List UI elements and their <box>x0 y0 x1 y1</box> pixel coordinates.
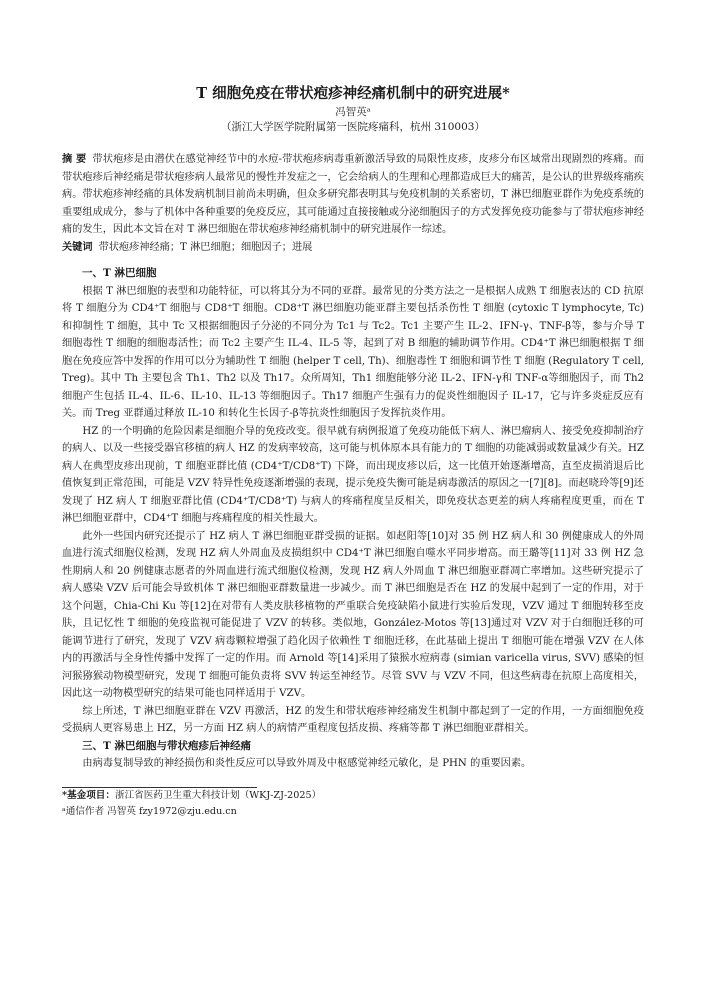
keywords-label: 关键词 <box>62 240 93 253</box>
paragraph: 根据 T 淋巴细胞的表型和功能特征，可以将其分为不同的亚群。最常见的分类方法之一是根据人成熟 T 细胞表达的 CD 抗原将 T 细胞分为 CD4⁺T 细胞与 CD8⁺T 细胞。CD8⁺T 淋巴细胞功能亚群主要包括杀伤性 T 细胞 (cytoxic T lymphocyte, Tc) 和抑制性 T 细胞，其中 Tc 又根据细胞因子分泌的不同分为 Tc1 与 Tc2。Tc1 主要产生 IL-2、IFN-γ、TNF-β等，参与介导 T 细胞毒性 T 细胞的细胞毒活性；而 Tc2 主要产生 IL-4、IL-5 等，起到了对 B 细胞的辅助调节作用。CD4⁺T 淋巴细胞根据 T 细胞在免疫应答中发挥的作用可以分为辅助性 T 细胞 (helper T cell, Th)、细胞毒性 T 细胞和调节性 T 细胞 (Regulatory T cell, Treg)。其中 Th 主要包含 Th1、Th2 以及 Th17。众所周知，Th1 细胞能够分泌 IL-2、IFN-γ和 TNF-α等细胞因子，而 Th2 细胞产生包括 IL-4、IL-6、IL-10、IL-13 等细胞因子。Th17 细胞产生强有力的促炎性细胞因子 IL-17，它与许多炎症反应有关。而 Treg 亚群通过释放 IL-10 和转化生长因子-β等抗炎性细胞因子发挥抗炎作用。 <box>62 285 644 419</box>
abstract <box>62 151 644 239</box>
keywords <box>62 239 644 257</box>
footnote-fund-text: 浙江省医药卫生重大科技计划（WKJ-ZJ-2025） <box>115 789 322 801</box>
paragraph: HZ 的一个明确的危险因素是细胞介导的免疫改变。很早就有病例报道了免疫功能低下病人、淋巴瘤病人、接受免疫抑制治疗的病人、以及一些接受器官移植的病人 HZ 的发病率较高，这可能与机体原本具有能力的 T 细胞的功能减弱或数量减少有关。HZ 病人在典型皮疹出现前，T 细胞亚群比值 (CD4⁺T/CD8⁺T) 下降，而出现皮疹以后，这一比值开始逐渐增高，直至皮损消退后比值恢复到正常范围，可能是 VZV 特异性免疫逐渐增强的表现，提示免疫失衡可能是病毒激活的原因之一[7][8]。而赵晓玲等[9]还发现了 HZ 病人 T 细胞亚群比值 (CD4⁺T/CD8⁺T) 与病人的疼痛程度呈反相关，即免疫状态更差的病人疼痛程度更重，而在 T 淋巴细胞亚群中，CD4⁺T 细胞与疼痛程度的相关性最大。 <box>62 425 644 524</box>
affiliation-line: （浙江大学医学院附属第一医院疼痛科，杭州 310003） <box>221 121 485 133</box>
footnote-fund-label: *基金项目： <box>62 789 115 801</box>
paper-title: T 细胞免疫在带状疱疹神经痛机制中的研究进展* <box>196 85 510 102</box>
abstract-text: 带状疱疹是由潜伏在感觉神经节中的水痘-带状疱疹病毒重新激活导致的局限性皮疹，皮疹分布区域常出现剧烈的疼痛。而带状疱疹后神经痛是带状疱疹病人最常见的慢性并发症之一，它会给病人的生理和心理都造成巨大的痛苦，是公认的世界级疼痛疾病。带状疱疹神经痛的具体发病机制目前尚未明确，但众多研究都表明其与免疫机制的关系密切，T 淋巴细胞亚群作为免疫系统的重要组成成分，参与了机体中各种重要的免疫反应，其可能通过直接接触或分泌细胞因子的方式发挥免疫功能参与了带状疱疹神经痛的发生，因此本文旨在对 T 淋巴细胞在带状疱疹神经痛机制中的研究进展作一综述。 <box>62 154 645 235</box>
section-heading-1: 一、T 淋巴细胞 <box>82 267 157 279</box>
keywords-text: 带状疱疹神经痛；T 淋巴细胞；细胞因子；进展 <box>98 241 313 253</box>
paragraph: 综上所述，T 淋巴细胞亚群在 VZV 再激活，HZ 的发生和带状疱疹神经痛发生机制中都起到了一定的作用，一方面细胞免疫受损病人更容易患上 HZ，另一方面 HZ 病人的病情严重程度包括皮损、疼痛等都 T 淋巴细胞亚群相关。 <box>62 705 644 734</box>
footnote-fund <box>62 788 644 804</box>
paragraph: 由病毒复制导致的神经损伤和炎性反应可以导致外周及中枢感觉神经元敏化，是 PHN 的重要因素。 <box>82 758 532 769</box>
author-line: 冯智英ᵃ <box>335 106 371 118</box>
paper-page <box>62 84 644 820</box>
footnote-corresponding-author: ᵃ通信作者 冯智英 fzy1972@zju.edu.cn <box>62 805 237 817</box>
abstract-label: 摘 要 <box>62 153 87 165</box>
paragraph: 此外一些国内研究还提示了 HZ 病人 T 淋巴细胞亚群受损的证据。如赵阳等[10]对 35 例 HZ 病人和 30 例健康成人的外周血进行流式细胞仪检测，发现 HZ 病人外周血及皮损组织中 CD4⁺T 淋巴细胞自噬水平同步增高。而王璐等[11]对 33 例 HZ 急性期病人和 20 例健康志愿者的外周血进行流式细胞仪检测，发现 HZ 病人外周血 T 淋巴细胞亚群凋亡率增加。这些研究提示了病人感染 VZV 后可能会导致机体 T 淋巴细胞亚群数量进一步减少。而 T 淋巴细胞是否在 HZ 的发展中起到了一定的作用，对于这个问题，Chia-Chi Ku 等[12]在对带有人类皮肤移植物的严重联合免疫缺陷小鼠进行实验后发现，VZV 通过 T 细胞转移至皮肤，且记忆性 T 细胞的免疫监视可能促进了 VZV 的转移。类似地，González-Motos 等[13]通过对 VZV 对于白细胞迁移的可能调节进行了研究，发现了 VZV 病毒颗粒增强了趋化因子依赖性 T 细胞迁移，在此基础上提出 T 细胞可能在增强 VZV 在人体内的再激活与全身性传播中发挥了一定的作用。而 Arnold 等[14]采用了猿猴水痘病毒 (simian varicella virus, SVV) 感染的恒河猴猕猴动物模型研究，发现 T 细胞可能负责将 SVV 转运至神经节。尽管 SVV 与 VZV 不同，但这些病毒在抗原上高度相关，因此这一动物模型研究的结果可能也同样适用于 VZV。 <box>62 530 644 699</box>
section-heading-3: 三、T 淋巴细胞与带状疱疹后神经痛 <box>82 739 251 752</box>
